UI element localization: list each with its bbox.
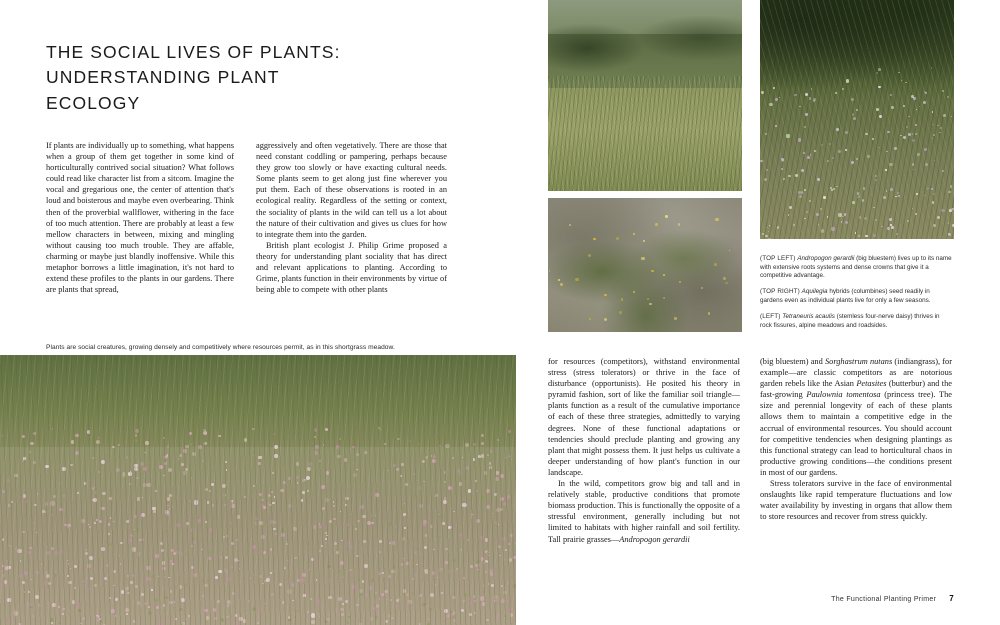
paragraph-text: (butterbur) and the fast-growing	[760, 379, 953, 400]
paragraph: aggressively and often vegetatively. There are those that need constant coddling or pampering, perhaps because they grow too slowly or have exacting cultural needs. Some plants seem to get along just fine wherever you put them. Each of these observations is rooted in an ecological reality. Regardless of the setting or context, the sociality of plants in the wild can tell us a lot about the nature of their cultivation and gives us clues for how to integrate them into the garden.	[256, 141, 447, 239]
meadow-grass-texture	[0, 355, 516, 625]
hillside-shrub-mass-left	[548, 23, 645, 73]
paragraph: for resources (competitors), withstand environmental stress (stress tolerators) or thrive in the face of disturbance (opportunists). He posited his theory in pyramid fashion, sort of like the familiar soil triangle—plants function as a result of the cumulative importance of each of these three strategies, admittedly to varying degrees. None of these functional adaptations or tendencies should preclude planting and growing any plant that might possess them. It just helps us cultivate a deeper understanding of how plant's function in our landscape.	[548, 357, 740, 477]
paragraph: If plants are individually up to something, what happens when a group of them get together in some kind of horticulturally contrived social situation? What follows could read like character list from a sitcom. Imagine the vocal and gregarious one, the center of attention that's loud and boisterous and maybe even overbearing. Think then of the proverbial wallflower, withering in the face of too much attention. There are probably at least a few mellow characters in between, mixing and mingling without causing too much trouble. They are affable, charming or maybe just blandly inoffensive. While this metaphor borrows a little imagination, it's not hard to extend these profiles to the plants in our gardens. There are plants that spread,	[46, 141, 234, 295]
page-number: 7	[949, 594, 954, 603]
caption-text: (stemless four-nerve daisy) thrives in rock fissures, alpine meadows and roadsides.	[760, 313, 940, 329]
caption-lead: (LEFT)	[760, 313, 781, 320]
image-hillside-grassland	[548, 0, 742, 191]
hillside-grass-texture	[548, 76, 742, 191]
body-column-middle	[548, 356, 740, 545]
species-name-italic: Petasites	[856, 379, 887, 389]
body-column-left-1	[46, 140, 234, 295]
paragraph-text: In the wild, competitors grow big and tall and in relatively stable, productive conditions that promote biomass production. This is functionally the opposite of a stressful environment, generally including but not limited to habitats with higher rainfall and soil fertility. Tall prairie grasses—	[548, 479, 740, 544]
page-title: THE SOCIAL LIVES OF PLANTS: UNDERSTANDING PLANT ECOLOGY	[46, 42, 341, 113]
caption-lead: (TOP RIGHT)	[760, 288, 800, 295]
caption-italic-species: Aquilegia	[801, 288, 828, 295]
species-name-italic: Paulownia tomentosa	[806, 390, 881, 400]
caption-italic-species: Andropogon gerardii	[797, 255, 855, 262]
paragraph	[760, 356, 952, 478]
caption-top-right-photo	[760, 288, 953, 305]
page-footer	[831, 594, 954, 603]
caption-text: (big bluestem) lives up to its name with extensive roots systems and dense crowns that give it a competitive advantage.	[760, 255, 952, 280]
species-name-italic: Sorghastrum nutans	[824, 357, 893, 366]
paragraph-text: (princess tree). The size and perennial longevity of each of these plants allows them to maintain a competitive edge in the accrual of environmental resources. You should account for competitive tendencies when designing plantings as this functional strategy can lead to horticultural chaos in productive growing conditions—the conditions present in most of our gardens.	[760, 390, 952, 477]
body-column-left-2	[256, 140, 447, 295]
paragraph	[548, 478, 740, 545]
caption-shortgrass-meadow: Plants are social creatures, growing densely and competitively where resources permit, as in this shortgrass meadow.	[46, 344, 395, 351]
columbine-flower-dots	[760, 0, 954, 239]
body-column-right	[760, 356, 952, 522]
image-columbine-meadow	[760, 0, 954, 239]
caption-italic-species: Tetraneuris acaulis	[782, 313, 835, 320]
paragraph: British plant ecologist J. Philip Grime proposed a theory for understanding plant sociality that has direct and relevant applications to planting. According to Grime, plants function in their environments by virtue of being able to compete with other plants	[256, 240, 447, 295]
image-shortgrass-meadow	[0, 355, 516, 625]
paragraph-text: (big bluestem) and	[760, 357, 825, 366]
rock-yellow-flower-dots	[548, 198, 742, 332]
caption-top-left-photo	[760, 255, 953, 281]
species-name-italic: Andropogon gerardii	[619, 534, 690, 544]
caption-left-photo	[760, 313, 953, 330]
image-alpine-rock-daisy	[548, 198, 742, 332]
paragraph-text: (indiangrass), for example—are classic competitors as are notorious garden rebels like the Asian	[760, 357, 952, 389]
caption-text: hybrids (columbines) seed readily in gardens even as individual plants live for only a few seasons.	[760, 288, 931, 304]
running-head: The Functional Planting Primer	[831, 596, 937, 603]
hillside-shrub-mass-right	[635, 15, 742, 61]
caption-lead: (TOP LEFT)	[760, 255, 796, 262]
paragraph: Stress tolerators survive in the face of environmental onslaughts like rapid temperature fluctuations and low water availability by investing in organs that allow them to store resources and recover from stress quickly.	[760, 479, 952, 522]
